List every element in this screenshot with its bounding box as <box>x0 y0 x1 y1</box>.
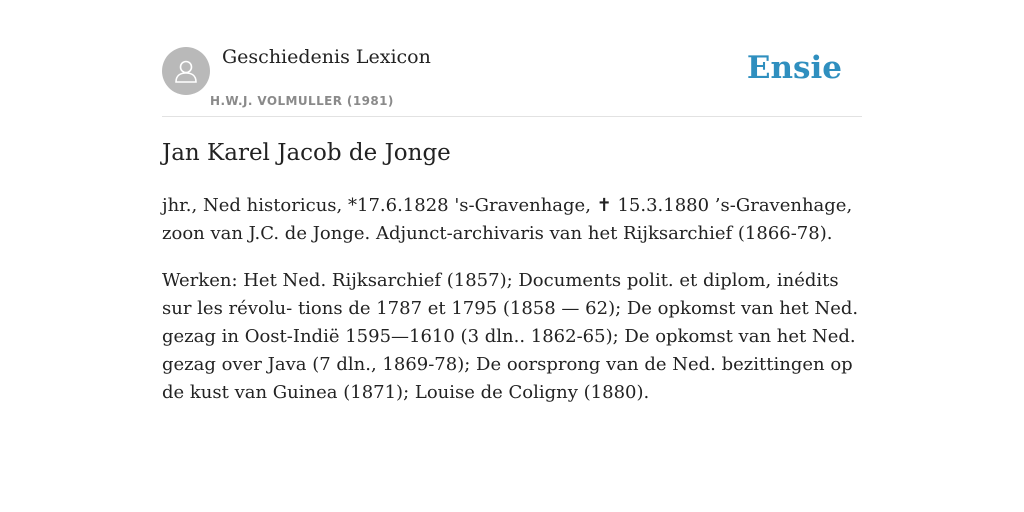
author-credit[interactable]: H.W.J. VOLMULLER (1981) <box>210 94 394 108</box>
entry-title: Jan Karel Jacob de Jonge <box>162 140 451 166</box>
author-avatar[interactable] <box>162 47 210 95</box>
source-title[interactable]: Geschiedenis Lexicon <box>222 46 431 68</box>
brand-logo[interactable]: Ensie <box>746 50 842 86</box>
entry-card <box>162 0 862 403</box>
user-icon <box>171 56 201 86</box>
entry-header <box>162 0 862 117</box>
entry-paragraph-works: Werken: Het Ned. Rijksarchief (1857); Documents polit. et diplom, inédits sur les révolu- tions de 1787 et 1795 (1858 — 62); De opkomst van het Ned. gezag in Oost-Indië 1595—1610 (3 dln.. 1862-65); De opkomst van het Ned. gezag over Java (7 dln., 1869-78); De oorsprong van de Ned. bezittingen op de kust van Guinea (1871); Louise de Coligny (1880). <box>162 270 859 403</box>
entry-paragraph-bio: jhr., Ned historicus, *17.6.1828 's-Gravenhage, ✝ 15.3.1880 ’s-Gravenhage, zoon van J.C. de Jonge. Adjunct-archivaris van het Rijksarchief (1866-78). <box>162 195 853 244</box>
